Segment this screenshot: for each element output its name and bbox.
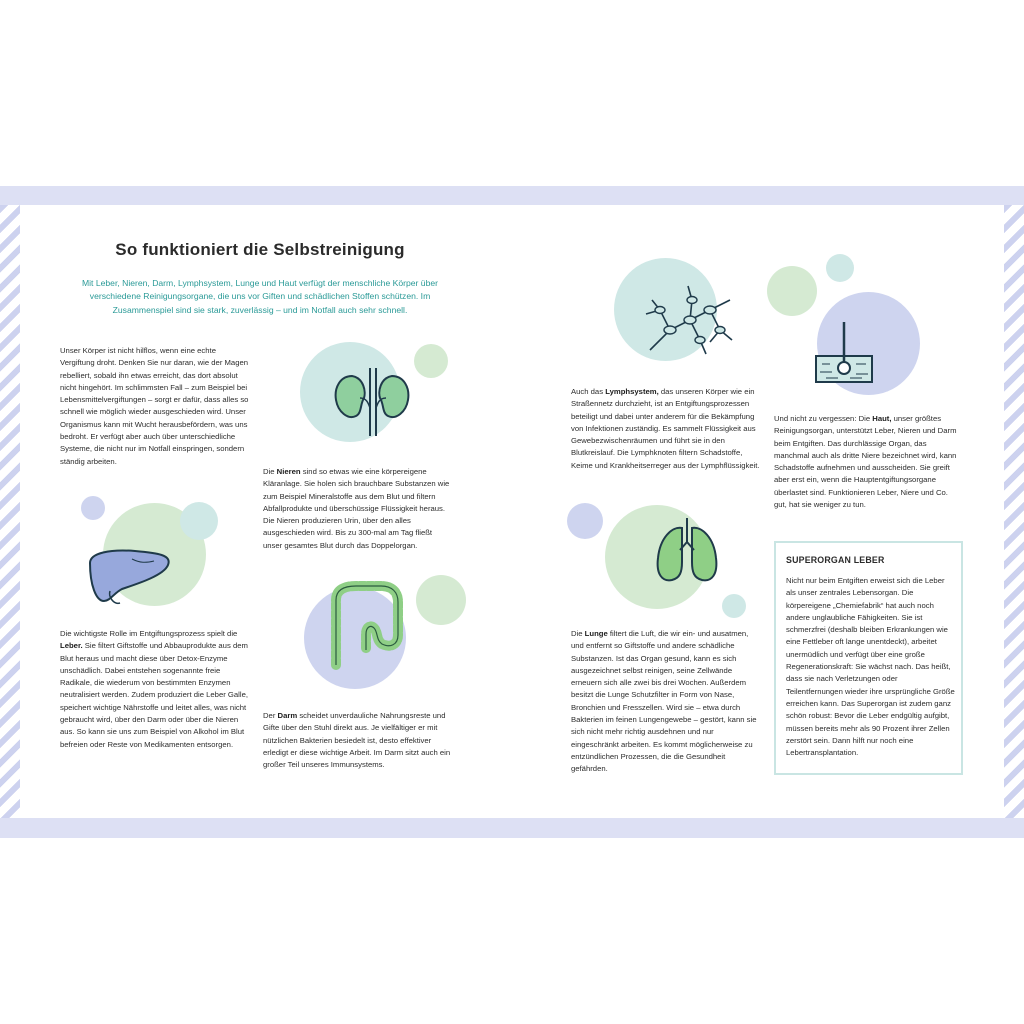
intro-paragraph: Mit Leber, Nieren, Darm, Lymphsystem, Lunge und Haut verfügt der menschliche Körper über verschiedene Reinigungsorgane, die uns vor Giften und schädlichen Stoffen schützen. Im Zusammenspiel sind sie stark, zuverlässig – und im Notfall auch sehr schnell. <box>81 278 438 315</box>
lung-text-pre: Die <box>571 629 585 638</box>
liver-text <box>60 628 250 751</box>
lymph-text <box>571 386 761 472</box>
skin-text <box>774 413 962 511</box>
lymph-text-pre: Auch das <box>571 387 606 396</box>
kidney-term: Nieren <box>276 467 301 476</box>
liver-icon <box>80 545 180 610</box>
info-box-text: Nicht nur beim Entgiften erweist sich die Leber als unser zentrales Lebensorgan. Die körpereigene „Chemiefabrik“ hat auch noch andere unglaubliche Fähigkeiten. Sie ist schmerzfrei (deshalb bleiben Erkrankungen wie eine Fettleber oft lange unentdeckt), arbeitet unermüdlich und verfügt über eine große Regenerationskraft: Sie wächst nach. Das heißt, dass sie nach Verletzungen oder Teilentfernungen wieder ihre ursprüngliche Größe erreichen kann. Das Superorgan ist zudem ganz schön robust: Bevor die Leber endgültig aufgibt, müssen bereits mehr als 90 Prozent ihrer Zellen zerstört sein. Dann hilft nur noch eine Lebertransplantation. <box>786 576 955 758</box>
intestine-icon <box>326 580 406 670</box>
lung-term: Lunge <box>584 629 608 638</box>
lung-icon <box>652 518 722 588</box>
lung-dot-small <box>722 594 746 618</box>
kidney-text-pre: Die <box>263 467 277 476</box>
liver-term: Leber. <box>60 641 83 651</box>
intro-body-text: Unser Körper ist nicht hilflos, wenn eine echte Vergiftung droht. Denken Sie nur daran, wie der Magen rebelliert, sobald ihn etwas erreicht, das dort absolut nicht hingehört. Im schlimmsten Fall – zum Beispiel bei Lebensmittelvergiftungen – sorgt er dafür, dass alles so schnell wie möglich wieder ausgeschieden wird. Unser Organismus kann mit Wucht herausbefördern, was uns bedroht. Er verfügt aber auch über unterschiedliche Systeme, die nicht nur im Notfall einspringen, sondern ständig arbeiten. <box>60 346 249 466</box>
lung-text-post: filtert die Luft, die wir ein- und ausatmen, und entfernt so Giftstoffe und andere schädliche Substanzen. Ist das Organ gesund, kann es sich ausgezeichnet selbst reinigen, seine Zellwände erneuern sich alle zwei bis drei Wochen. Außerdem besitzt die Lunge Schutzfilter in Form von Nase, Bronchien und Fresszellen. Wird sie – etwa durch Bakterien im feinen Lungengewebe – gestört, kann sie sich nicht mehr richtig ausdehnen und nur eingeschränkt arbeiten. Es kommt möglicherweise zu entzündlichen Prozessen, die die Gesundheit gefährden. <box>571 629 757 774</box>
skin-term: Haut, <box>872 414 892 423</box>
info-box-title: SUPERORGAN LEBER <box>786 555 885 565</box>
lymph-term: Lymphsystem, <box>605 387 659 396</box>
liver-dot-medium <box>180 502 218 540</box>
intestine-text-pre: Der <box>263 711 278 720</box>
lymph-icon <box>640 280 740 360</box>
lung-text <box>571 628 761 776</box>
skin-dot-large <box>767 266 817 316</box>
liver-text-pre: Die wichtigste Rolle im Entgiftungsprozess spielt die <box>60 629 238 638</box>
kidney-text-post: sind so etwas wie eine körpereigene Kläranlage. Sie holen sich brauchbare Substanzen wie zum Beispiel Mineralstoffe aus dem Blut und filtern Abfallprodukte und überschüssige Flüssigkeit heraus. Die Nieren produzieren Urin, über den alles ausgeschieden wird. Bis zu 300-mal am Tag fließt unser gesamtes Blut durch das Doppelorgan. <box>263 467 450 550</box>
lymph-text-post: das unseren Körper wie ein Straßennetz durchzieht, ist an Entgiftungsprozessen beteiligt und dabei unter anderem für die Bekämpfung von Infektionen zuständig. Es sammelt Flüssigkeit aus Gewebezwischenräumen und führt sie in den Blutkreislauf. Die Lymphknoten filtern Schadstoffe, Keime und Krankheitserreger aus der Lymphflüssigkeit. <box>571 387 760 470</box>
intestine-text <box>263 710 453 771</box>
skin-text-pre: Und nicht zu vergessen: Die <box>774 414 873 423</box>
kidney-text <box>263 466 453 552</box>
intestine-text-post: scheidet unverdauliche Nahrungsreste und Gifte über den Stuhl direkt aus. Je vielfältiger er mit nützlichen Bakterien besiedelt ist, desto effektiver erledigt er diese wichtige Arbeit. Im Darm sitzt auch ein großer Teil unseres Immunsystems. <box>263 711 451 770</box>
skin-icon <box>812 318 876 386</box>
liver-dot-small <box>81 496 105 520</box>
intestine-term: Darm <box>277 711 298 720</box>
right-stripe-border <box>1004 205 1024 818</box>
skin-text-post: unser größtes Reinigungsorgan, unterstützt Leber, Nieren und Darm beim Entgiften. Das durchlässige Organ, das manchmal auch als dritte Niere bezeichnet wird, kann Schadstoffe aufnehmen und ausscheiden. Sie greift aber erst ein, wenn die Hauptentgiftungsorgane überlastet sind. Funktionieren Leber, Niere und Co. gut, hat sie weniger zu tun. <box>774 414 957 510</box>
lung-dot-large <box>567 503 603 539</box>
intestine-dot <box>416 575 466 625</box>
kidney-icon <box>330 368 416 436</box>
kidney-dot <box>414 344 448 378</box>
page-title: So funktioniert die Selbstreinigung <box>115 240 405 259</box>
liver-text-post: Sie filtert Giftstoffe und Abbauprodukte aus dem Blut heraus und macht diese über Detox-Enzyme unschädlich. Dabei entstehen sogenannte freie Radikale, die wiederum von bestimmten Enzymen neutralisiert werden. Zudem produziert die Leber Galle, speichert wichtige Nährstoffe und leitet alles, was nicht gebraucht wird, über den Darm oder über die Nieren aus. So kann sie uns zum Beispiel von Alkohol im Blut befreien oder Reste von Medikamenten entsorgen. <box>60 641 249 749</box>
superorgan-info-box <box>774 541 963 775</box>
left-stripe-border <box>0 205 20 818</box>
skin-dot-small <box>826 254 854 282</box>
